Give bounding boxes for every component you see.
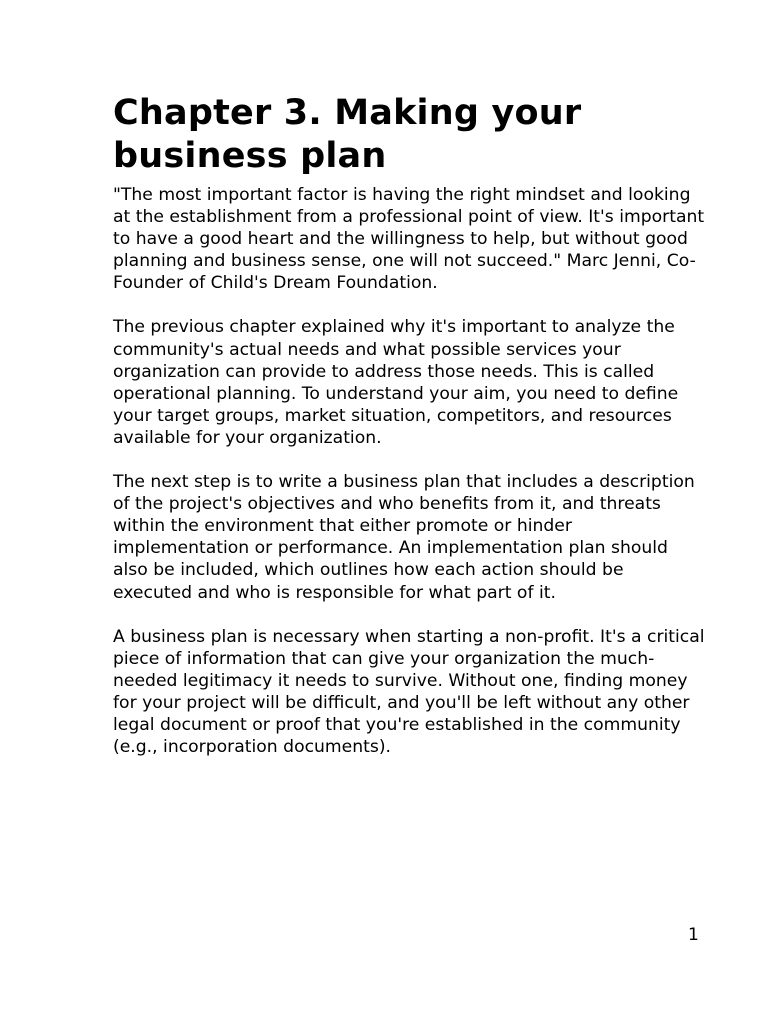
- document-page: [113, 92, 705, 780]
- body-paragraph: The next step is to write a business plan that includes a description of the project's objectives and who benefits from it, and threats within the environment that either promote or hinder implementation or performance. An implementation plan should also be included, which outlines how each action should be executed and who is responsible for what part of it.: [113, 472, 695, 603]
- body-paragraph: The previous chapter explained why it's important to analyze the community's actual needs and what possible services your organization can provide to address those needs. This is called operational planning. To understand your aim, you need to define your target groups, market situation, competitors, and resources available for your organization.: [113, 317, 679, 448]
- quote-paragraph: "The most important factor is having the right mindset and looking at the establishment from a professional point of view. It's important to have a good heart and the willingness to help, but without good planning and business sense, one will not succeed." Marc Jenni, Co-Founder of Child's Dream Foundation.: [113, 185, 705, 294]
- page-number: 1: [688, 925, 699, 945]
- chapter-title: Chapter 3. Making your business plan: [113, 93, 582, 176]
- body-paragraph: A business plan is necessary when starting a non-profit. It's a critical piece of information that can give your organization the much-needed legitimacy it needs to survive. Without one, finding money for your project will be difficult, and you'll be left without any other legal document or proof that you're established in the community (e.g., incorporation documents).: [113, 626, 705, 758]
